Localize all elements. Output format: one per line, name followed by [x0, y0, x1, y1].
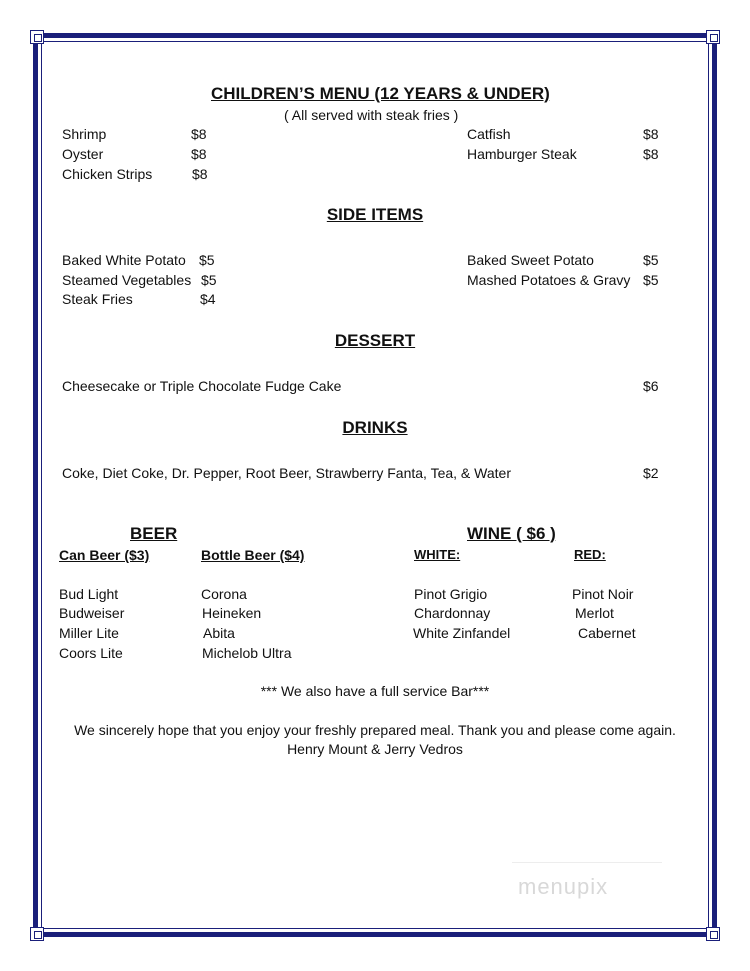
list-item: Bud Light [59, 586, 119, 602]
menu-item-name: Oyster [62, 146, 104, 162]
list-item: Budweiser [59, 605, 125, 621]
corner-ornament [706, 927, 720, 941]
thank-you-note: We sincerely hope that you enjoy your freshly prepared meal. Thank you and please come again. [74, 722, 676, 738]
watermark-logo: menupix [518, 874, 609, 899]
menu-item-price: $8 [191, 126, 207, 142]
white-wine-header: WHITE: [414, 547, 461, 562]
bottle-beer-header: Bottle Beer ($4) [201, 547, 305, 563]
menu-item-price: $8 [643, 126, 659, 142]
menu-item-price: $5 [201, 272, 217, 288]
corner-ornament [30, 30, 44, 44]
menu-item-price: $2 [643, 465, 659, 481]
menu-item-price: $5 [643, 272, 659, 288]
list-item: White Zinfandel [413, 625, 511, 641]
list-item: Cabernet [578, 625, 636, 641]
menu-item-name: Mashed Potatoes & Gravy [467, 272, 631, 288]
menu-item-name: Catfish [467, 126, 511, 142]
drinks-title: DRINKS [342, 418, 408, 437]
list-item: Chardonnay [414, 605, 491, 621]
list-item: Pinot Noir [572, 586, 634, 602]
menu-item-name: Chicken Strips [62, 166, 153, 182]
menu-item-name: Steak Fries [62, 291, 133, 307]
dessert-title: DESSERT [334, 331, 416, 350]
list-item: Abita [203, 625, 235, 641]
list-item: Heineken [202, 605, 262, 621]
full-bar-note: *** We also have a full service Bar*** [260, 683, 490, 699]
menu-item-name: Shrimp [62, 126, 107, 142]
menu-item-price: $6 [643, 378, 659, 394]
menu-item-price: $8 [643, 146, 659, 162]
red-wine-header: RED: [574, 547, 606, 562]
children-menu-title: CHILDREN’S MENU (12 YEARS & UNDER) [211, 84, 550, 103]
list-item: Michelob Ultra [202, 645, 292, 661]
side-items-title: SIDE ITEMS [326, 205, 424, 224]
can-beer-header: Can Beer ($3) [59, 547, 150, 563]
menu-item-price: $8 [192, 166, 208, 182]
menu-item-price: $8 [191, 146, 207, 162]
beer-title: BEER [130, 524, 178, 543]
wine-title: WINE ( $6 ) [467, 524, 556, 543]
menu-item-name: Baked Sweet Potato [467, 252, 594, 268]
menu-item-name: Coke, Diet Coke, Dr. Pepper, Root Beer, Strawberry Fanta, Tea, & Water [62, 465, 511, 481]
menu-item-name: Baked White Potato [62, 252, 186, 268]
list-item: Pinot Grigio [414, 586, 488, 602]
list-item: Merlot [575, 605, 614, 621]
menu-item-name: Hamburger Steak [467, 146, 577, 162]
corner-ornament [706, 30, 720, 44]
menu-item-name: Steamed Vegetables [62, 272, 192, 288]
list-item: Miller Lite [59, 625, 119, 641]
menu-item-name: Cheesecake or Triple Chocolate Fudge Cake [62, 378, 342, 394]
children-menu-note: ( All served with steak fries ) [284, 107, 459, 123]
watermark-line [512, 862, 662, 863]
menu-item-price: $5 [643, 252, 659, 268]
menu-item-price: $5 [199, 252, 215, 268]
list-item: Coors Lite [59, 645, 123, 661]
menu-item-price: $4 [200, 291, 216, 307]
owner-names: Henry Mount & Jerry Vedros [287, 741, 463, 757]
corner-ornament [30, 927, 44, 941]
list-item: Corona [201, 586, 247, 602]
